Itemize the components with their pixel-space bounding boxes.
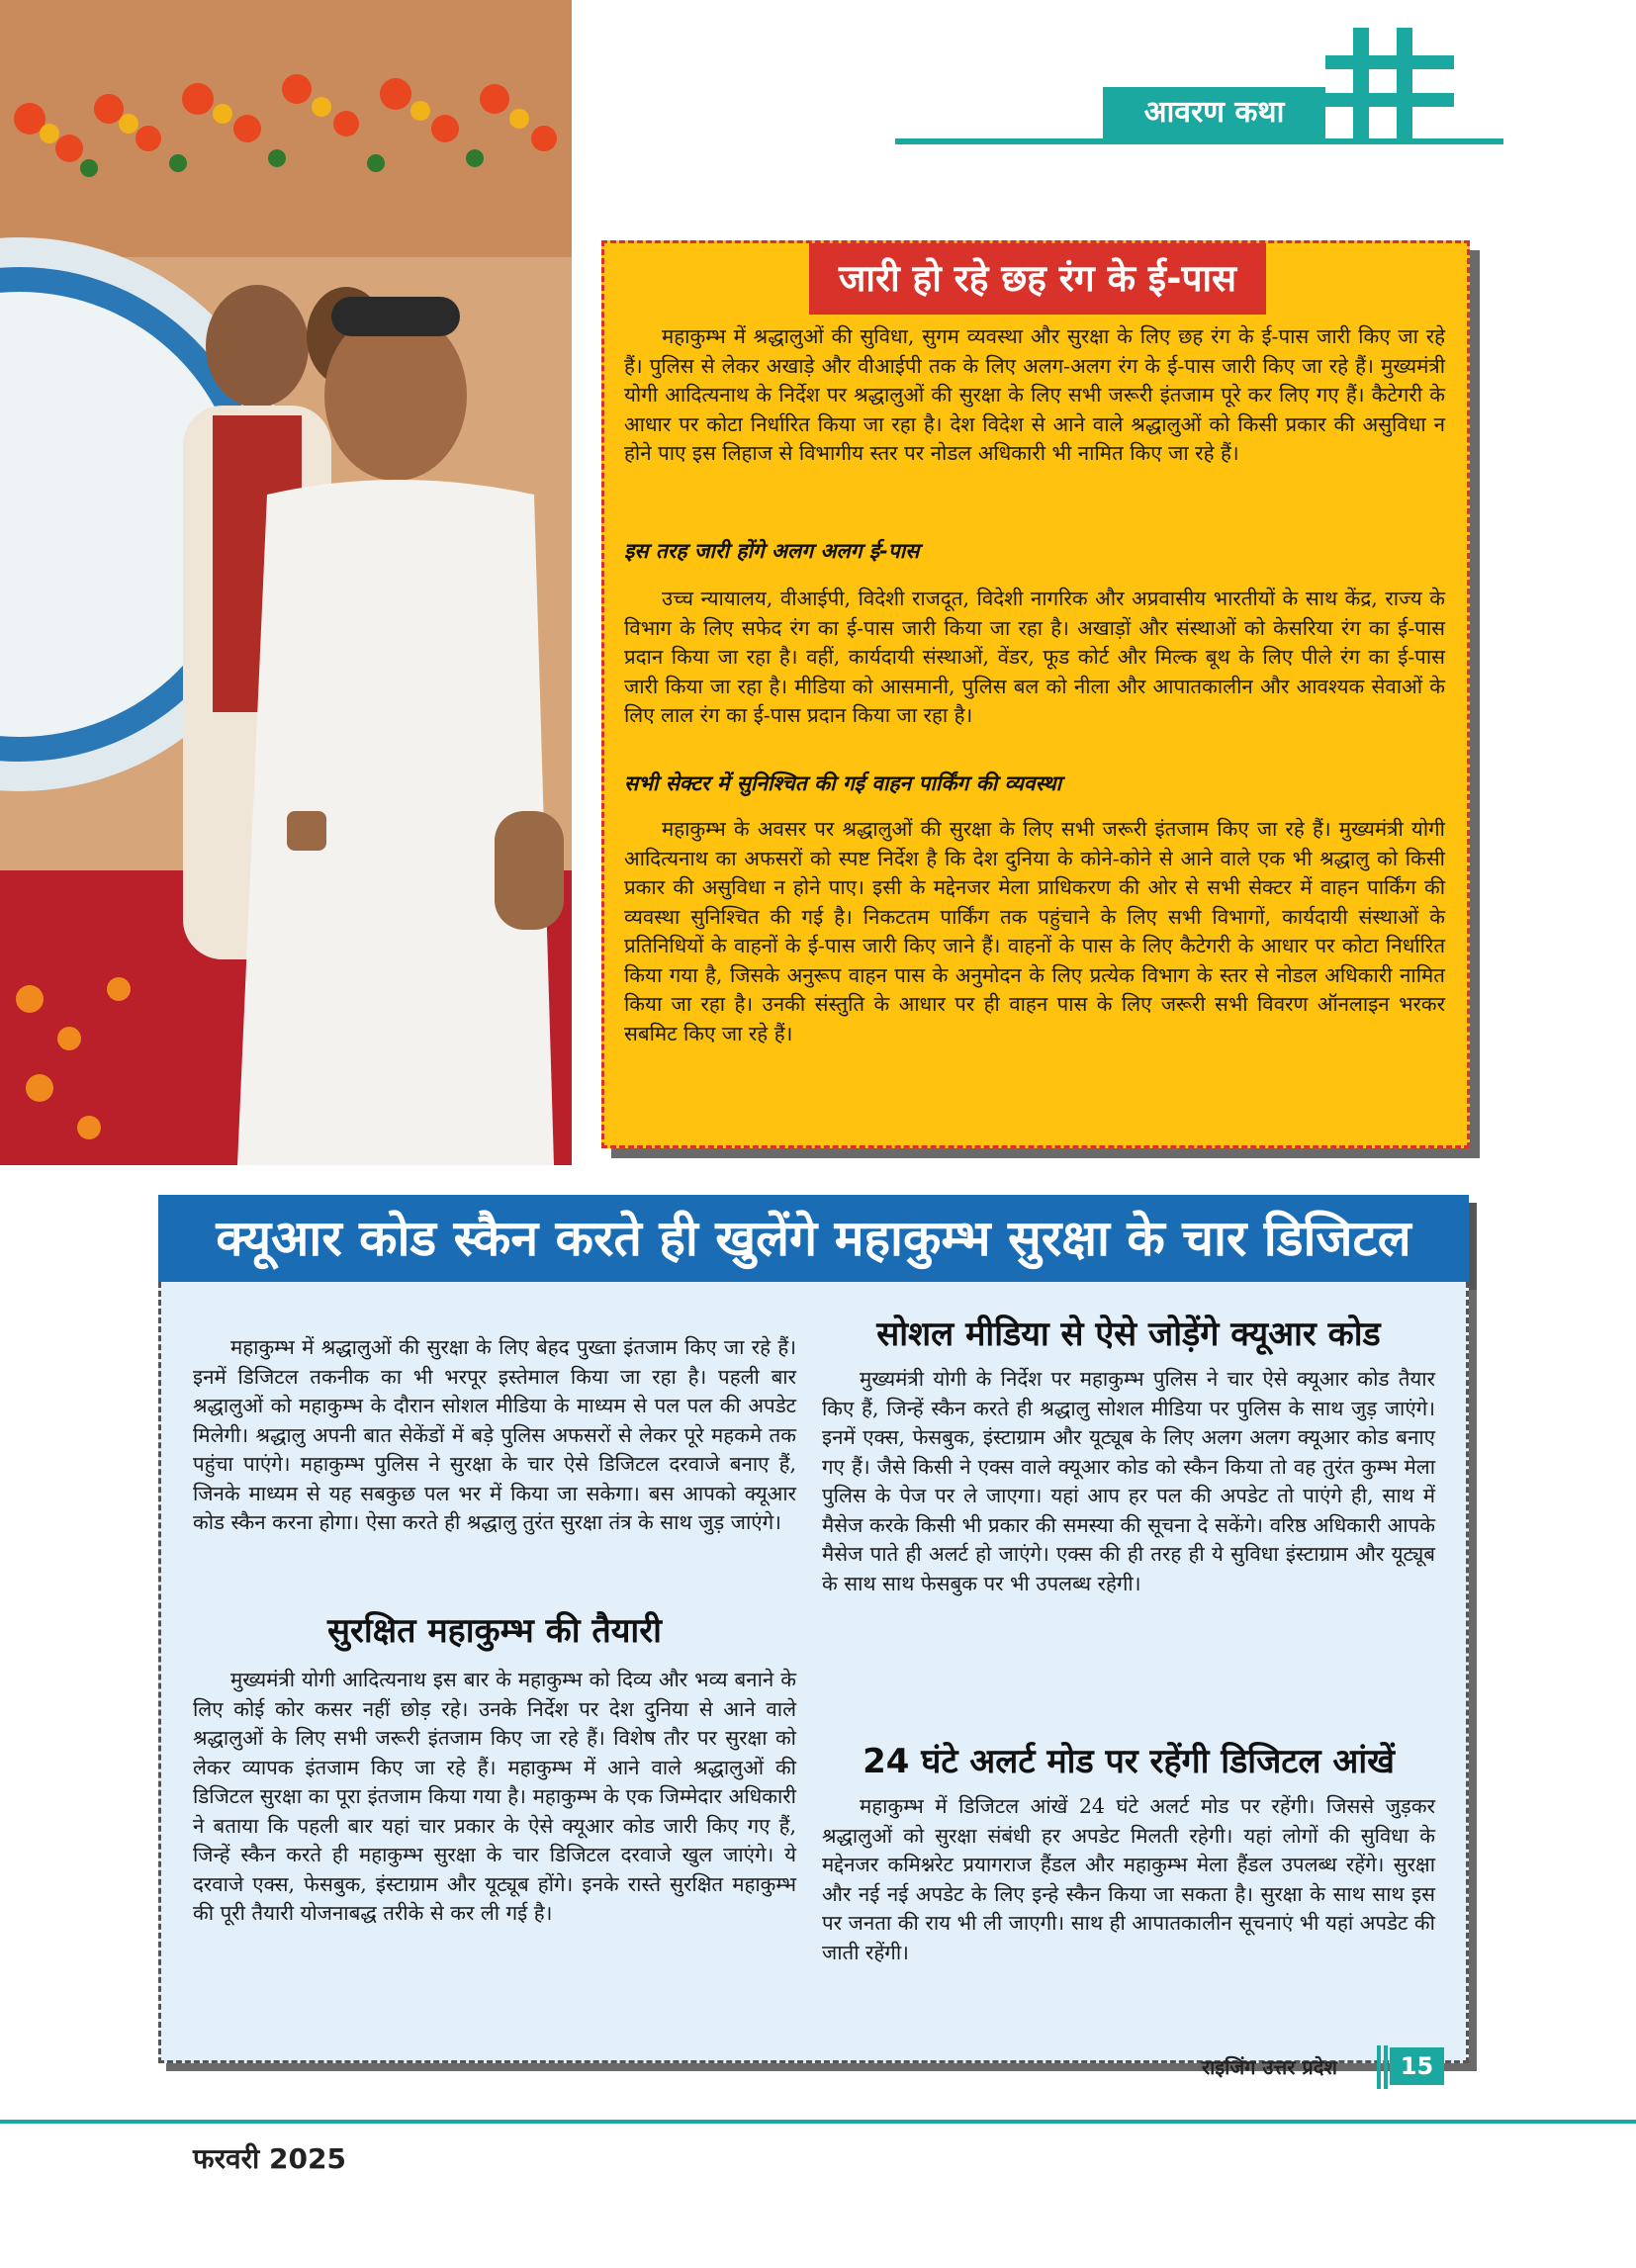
qr-right-heading-1: सोशल मीडिया से ऐसे जोड़ेंगे क्यूआर कोड	[876, 1315, 1381, 1354]
epass-subheading-2: सभी सेक्टर में सुनिश्चित की गई वाहन पार्किंग की व्यवस्था	[624, 771, 1062, 795]
publication-name: राइजिंग उत्तर प्रदेश	[1202, 2055, 1337, 2079]
epass-paragraph-2: उच्च न्यायालय, वीआईपी, विदेशी राजदूत, विदेशी नागरिक और अप्रवासीय भारतीयों के साथ केंद्र, राज्य के विभाग के लिए सफेद रंग का ई-पास जारी किया जा रहा है। अखाड़ों और संस्थाओं को केसरिया रंग का ई-पास प्रदान किया जा रहा है। वहीं, कार्यदायी संस्थाओं, वेंडर, फूड कोर्ट और मिल्क बूथ के लिए पीले रंग का ई-पास जारी किया जा रहा है। मीडिया को आसमानी, पुलिस बल को नीला और आपातकालीन और आवश्यक सेवाओं के लिए लाल रंग का ई-पास प्रदान किया जा रहा है।	[624, 587, 1445, 727]
issue-date: फरवरी 2025	[193, 2142, 346, 2175]
qr-right-heading-2: 24 घंटे अलर्ट मोड पर रहेंगी डिजिटल आंखें	[863, 1742, 1395, 1781]
epass-paragraph-1: महाकुम्भ में श्रद्धालुओं की सुविधा, सुगम व्यवस्था और सुरक्षा के लिए छह रंग के ई-पास जारी किए जा रहे हैं। पुलिस से लेकर अखाड़े और वीआईपी तक के लिए अलग-अलग रंग के ई-पास जारी किए जा रहे हैं। मुख्यमंत्री योगी आदित्यनाथ के निर्देश पर श्रद्धालुओं की सुरक्षा के लिए सभी जरूरी इंतजाम पूरे कर लिए गए हैं। कैटेगरी के आधार पर कोटा निर्धारित किया जा रहा है। देश विदेश से आने वाले श्रद्धालुओं को किसी प्रकार की असुविधा न होने पाए इस लिहाज से विभागीय स्तर पर नोडल अधिकारी भी नामित किए जा रहे हैं।	[624, 324, 1445, 465]
qr-left-paragraph-1: महाकुम्भ में श्रद्धालुओं की सुरक्षा के लिए बेहद पुख्ता इंतजाम किए जा रहे हैं। इनमें डिजिटल तकनीक का भी भरपूर इस्तेमाल किया जा रहा है। पहली बार श्रद्धालुओं को महाकुम्भ के दौरान सोशल मीडिया के माध्यम से पल पल की अपडेट मिलेगी। श्रद्धालु अपनी बात सेकेंडों में बड़े पुलिस अफसरों से लेकर पूरे महकमे तक पहुंचा पाएंगे। महाकुम्भ पुलिस ने सुरक्षा के चार ऐसे डिजिटल दरवाजे बनाए हैं, जिनके माध्यम से यह सबकुछ पल भर में किया जा सकेगा। बस आपको क्यूआर कोड स्कैन करना होगा। ऐसा करते ही श्रद्धालु तुरंत सुरक्षा तंत्र के साथ जुड़ जाएंगे।	[193, 1335, 796, 1534]
footer-rule	[0, 2120, 1636, 2124]
qr-right-paragraph-2: महाकुम्भ में डिजिटल आंखें 24 घंटे अलर्ट मोड पर रहेंगी। जिससे जुड़कर श्रद्धालुओं को सुरक्षा संबंधी हर अपडेट मिलती रहेगी। यहां लोगों की सुविधा के मद्देनजर कमिश्नरेट प्रयागराज हैंडल और महाकुम्भ मेला हैंडल उपलब्ध रहेंगे। सुरक्षा और नई नई अपडेट के लिए इन्हे स्कैन किया जा सकता है। सुरक्षा के साथ साथ इस पर जनता की राय भी ली जाएगी। साथ ही आपातकालीन सूचनाएं भी यहां अपडेट की जाती रहेंगी।	[822, 1794, 1435, 1964]
epass-paragraph-3: महाकुम्भ के अवसर पर श्रद्धालुओं की सुरक्षा के लिए सभी जरूरी इंतजाम किए जा रहे हैं। मुख्यमंत्री योगी आदित्यनाथ का अफसरों को स्पष्ट निर्देश है कि देश दुनिया के कोने-कोने से आने वाले एक भी श्रद्धालु को किसी प्रकार की असुविधा न होने पाए। इसी के मद्देनजर मेला प्राधिकरण की ओर से सभी सेक्टर में वाहन पार्किंग की व्यवस्था सुनिश्चित की गई है। निकटतम पार्किंग तक पहुंचाने के लिए सभी विभागों, कार्यदायी संस्थाओं के प्रतिनिधियों के वाहनों के ई-पास जारी किए जाने हैं। वाहनों के पास के लिए कैटेगरी के आधार पर कोटा निर्धारित किया गया है, जिसके अनुरूप वाहन पास के अनुमोदन के लिए प्रत्येक विभाग के स्तर से नोडल अधिकारी नामित किया जा रहा है। उनकी संस्तुति के आधार पर ही वाहन पास के लिए जरूरी सभी विवरण ऑनलाइन भरकर सबमिट किए जा रहे हैं।	[624, 817, 1445, 1045]
footer-bars-icon	[1377, 2045, 1389, 2089]
epass-box	[601, 240, 1470, 1148]
qr-left-heading-2: सुरक्षित महाकुम्भ की तैयारी	[327, 1611, 662, 1651]
qr-right-paragraph-1: मुख्यमंत्री योगी के निर्देश पर महाकुम्भ पुलिस ने चार ऐसे क्यूआर कोड तैयार किए हैं, जिन्हें स्कैन करते ही श्रद्धालु सोशल मीडिया पर पुलिस के साथ जुड़ जाएंगे। इनमें एक्स, फेसबुक, इंस्टाग्राम और यूट्यूब के लिए अलग अलग क्यूआर कोड बनाए गए हैं। जैसे किसी ने एक्स वाले क्यूआर कोड को स्कैन किया तो वह तुरंत कुम्भ मेला पुलिस के पेज पर ले जाएगा। यहां आप हर पल की अपडेट तो पाएंगे ही, साथ में मैसेज करके किसी भी प्रकार की समस्या की सूचना दे सकेंगे। वरिष्ठ अधिकारी आपके मैसेज पाते ही अलर्ट हो जाएंगे। एक्स की ही तरह ही ये सुविधा इंस्टाग्राम और यूट्यूब के साथ साथ फेसबुक पर भी उपलब्ध रहेगी।	[822, 1367, 1435, 1595]
epass-title: जारी हो रहे छह रंग के ई-पास	[809, 243, 1266, 315]
qr-left-paragraph-2: मुख्यमंत्री योगी आदित्यनाथ इस बार के महाकुम्भ को दिव्य और भव्य बनाने के लिए कोई कोर कसर नहीं छोड़ रहे। उनके निर्देश पर देश दुनिया से आने वाले श्रद्धालुओं के लिए सभी जरूरी इंतजाम किए जा रहे हैं। विशेष तौर पर सुरक्षा को लेकर व्यापक इंतजाम किए जा रहे हैं। महाकुम्भ में आने वाले श्रद्धालुओं की डिजिटल सुरक्षा का पूरा इंतजाम किया गया है। महाकुम्भ के एक जिम्मेदार अधिकारी ने बताया कि पहली बार यहां चार प्रकार के ऐसे क्यूआर कोड जारी किए गए हैं, जिन्हें स्कैन करते ही महाकुम्भ सुरक्षा के चार डिजिटल दरवाजे खुल जाएंगे। ये दरवाजे एक्स, फेसबुक, इंस्टाग्राम और यूट्यूब होंगे। इनके रास्ते सुरक्षित महाकुम्भ की पूरी तैयारी योजनाबद्ध तरीके से कर ली गई है।	[193, 1668, 796, 1925]
header-rule	[895, 138, 1503, 144]
qr-banner-heading: क्यूआर कोड स्कैन करते ही खुलेंगे महाकुम्भ सुरक्षा के चार डिजिटल	[158, 1195, 1469, 1282]
page-number: 15	[1390, 2047, 1444, 2085]
photo-illustration	[0, 0, 572, 1165]
cover-photo	[0, 0, 572, 1165]
section-label: आवरण कथा	[1103, 87, 1325, 138]
qr-article-box	[158, 1282, 1469, 2063]
epass-subheading-1: इस तरह जारी होंगे अलग अलग ई-पास	[624, 539, 920, 563]
hash-icon	[1325, 28, 1474, 138]
